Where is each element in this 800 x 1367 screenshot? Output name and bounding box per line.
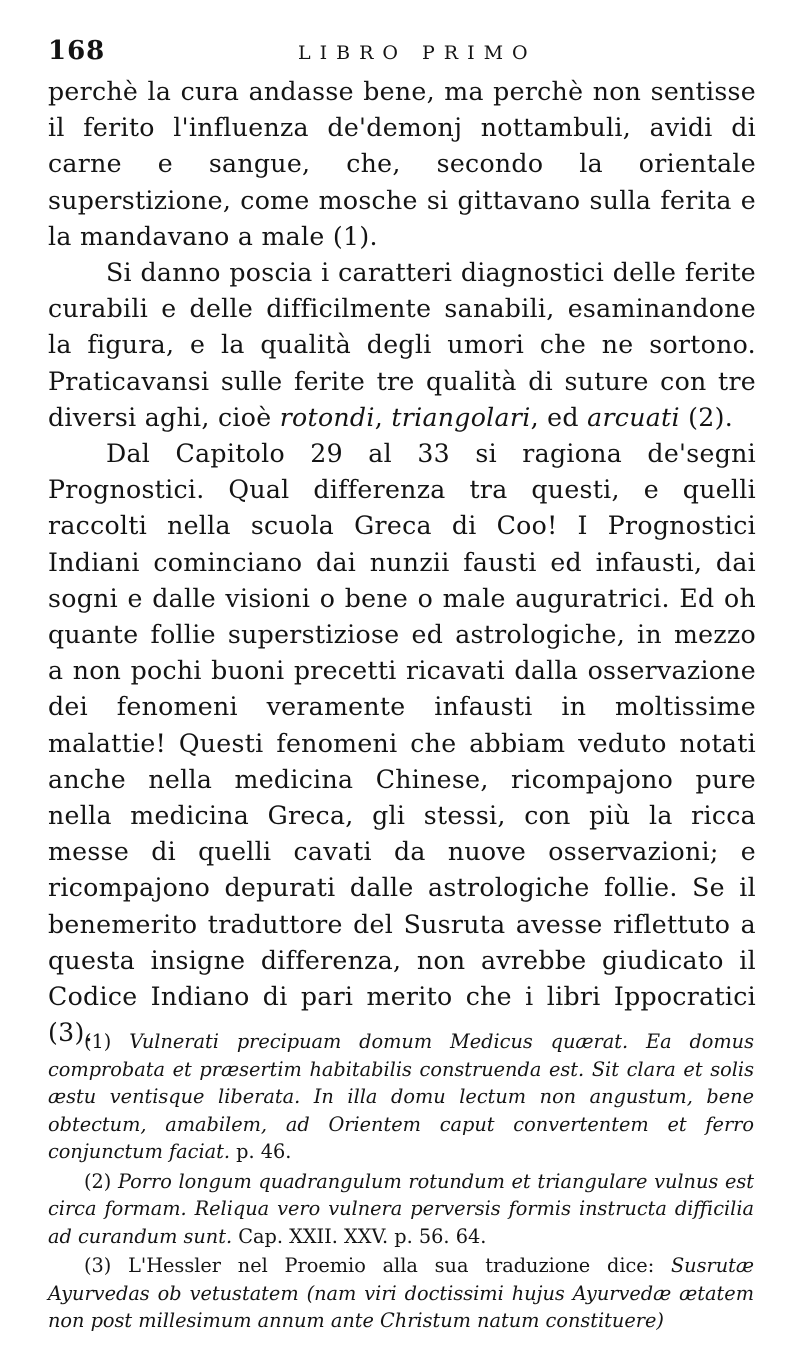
page-header [48,36,770,76]
footnotes [48,1028,754,1337]
paragraph-text: (2). [679,402,734,432]
paragraph-text: Si danno poscia i caratteri diagnostici delle ferite curabili e delle difficilmente sanabili, esaminandone la figura, e la qualità degli umori che ne sortono. Praticavansi sulle ferite tre qualità di suture con tre diversi aghi, cioè [48,258,756,432]
paragraph [48,74,756,255]
footnote [48,1252,754,1335]
body-text [48,74,756,1051]
footnote-reference: Cap. XXII. XXV. p. 56. 64. [232,1224,487,1248]
paragraph-text: perchè la cura andasse bene, ma perchè non sentisse il ferito l'influenza de'demonj nottambuli, avidi di carne e sangue, che, secondo la orientale superstizione, come mosche si gittavano sulla ferita e la mandavano a male (1). [48,77,756,251]
footnote-number: (1) [84,1030,112,1053]
footnote [48,1168,754,1251]
running-head: LIBRO PRIMO [298,42,537,64]
footnote-text: Vulnerati precipuam domum Medicus quærat. Ea domus comprobata et præsertim habitabilis construenda est. Sit clara et solis æstu ventisque liberata. In illa domu lectum non angustum, bene obtectum, amabilem, ad Orientem caput convertentem et ferro conjunctum faciat. [48,1030,754,1163]
footnote-text: Porro longum quadrangulum rotundum et triangulare vulnus est circa formam. Reliqua vero vulnera perversis formis instructa difficilia ad curandum sunt. [48,1169,754,1248]
footnote-number: (2) [84,1169,112,1193]
paragraph [48,255,756,436]
footnote-number: (3) [84,1254,112,1277]
paragraph [48,436,756,1051]
footnote [48,1028,754,1166]
separator: , ed [530,402,588,432]
footnote-quote: Susrutæ Ayurvedas ob vetustatem (nam viri doctissimi hujus Ayurvedæ ætatem non post millesimum annum ante Christum natum constituere) [48,1254,754,1332]
footnote-text: L'Hessler nel Proemio alla sua traduzione dice: [128,1254,671,1277]
page-number: 168 [48,36,106,66]
paragraph-text: Dal Capitolo 29 al 33 si ragiona de'segni Prognostici. Qual differenza tra questi, e quelli raccolti nella scuola Greca di Coo! I Prognostici Indiani cominciano dai nunzii fausti ed infausti, dai sogni e dalle visioni o bene o male auguratrici. Ed oh quante follie superstiziose ed astrologiche, in mezzo a non pochi buoni precetti ricavati dalla osservazione dei fenomeni veramente infausti in moltissime malattie! Questi fenomeni che abbiam veduto notati anche nella medicina Chinese, ricompajono pure nella medicina Greca, gli stessi, con più la ricca messe di quelli cavati da nuove osservazioni; e ricompajono depurati dalle astrologiche follie. Se il benemerito traduttore del Susruta avesse riflettuto a questa insigne differenza, non avrebbe giudicato il Codice Indiano di pari merito che i libri Ippocratici (3). [48,439,756,1048]
separator: , [374,402,392,432]
term-rotondi: rotondi [279,402,375,432]
term-triangolari: triangolari [391,402,531,432]
term-arcuati: arcuati [587,402,680,432]
footnote-reference: p. 46. [230,1140,292,1163]
